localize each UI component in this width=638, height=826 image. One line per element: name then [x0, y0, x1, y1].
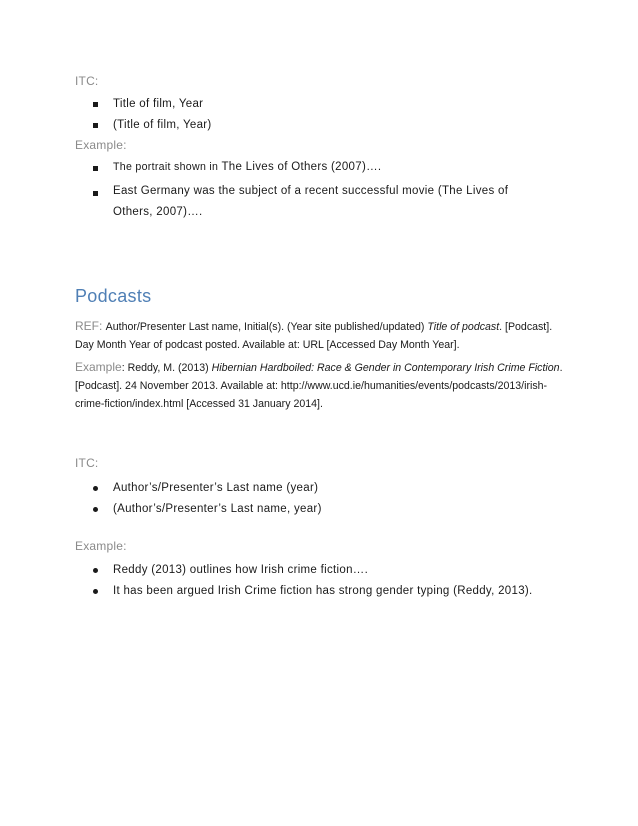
podcast-example-paragraph [75, 358, 565, 413]
ref-text-1: Author/Presenter Last name, Initial(s). (Year site published/updated) [105, 321, 428, 333]
example-podcast-bullet-1: Reddy (2013) outlines how Irish crime fiction…. [113, 564, 369, 576]
round-bullet-icon [93, 584, 98, 598]
square-bullet-icon [93, 186, 98, 200]
example-podcast-bullet-2: It has been argued Irish Crime fiction has strong gender typing (Reddy, 2013). [113, 585, 533, 597]
square-bullet-icon [93, 97, 98, 111]
itc-label: ITC: [75, 456, 99, 470]
example-film-bullet-1 [113, 160, 381, 174]
example-film-title: The Lives of Others [221, 161, 328, 173]
example-text-1: : Reddy, M. (2013) [121, 362, 212, 374]
itc-label: ITC: [75, 74, 99, 88]
example-text-2: . [Podcast]. 24 November 2013. Available at: http://www.ucd.ie/humanities/events/podcasts/2013/irish-crime-fiction/index.html [Accessed 31 January 2014]. [75, 362, 563, 410]
itc-podcast-bullet-2: (Author’s/Presenter’s Last name, year) [113, 503, 322, 515]
podcast-ref-paragraph [75, 317, 565, 354]
ref-label: REF: [75, 319, 106, 333]
example-film-text-pre: The portrait shown in [113, 161, 222, 173]
itc-film-bullet-2: (Title of film, Year) [113, 119, 212, 131]
example-label: Example: [75, 539, 127, 553]
ref-title: Title of podcast [427, 321, 500, 333]
example-film-text-post: (2007)…. [327, 161, 382, 173]
square-bullet-icon [93, 161, 98, 175]
square-bullet-icon [93, 118, 98, 132]
round-bullet-icon [93, 481, 98, 495]
itc-film-bullet-1: Title of film, Year [113, 98, 204, 110]
section-heading-podcasts: Podcasts [75, 286, 152, 306]
example-label: Example: [75, 138, 127, 152]
ref-text-2: . [Podcast]. Day Month Year of podcast posted. Available at: URL [Accessed Day Month Year]. [75, 321, 553, 351]
example-label: Example [75, 360, 122, 374]
example-title: Hibernian Hardboiled: Race & Gender in Contemporary Irish Crime Fiction [211, 362, 560, 374]
itc-podcast-bullet-1: Author’s/Presenter’s Last name (year) [113, 482, 319, 494]
example-film-bullet-2: East Germany was the subject of a recent successful movie (The Lives of Others, 2007)…. [113, 185, 509, 218]
round-bullet-icon [93, 563, 98, 577]
round-bullet-icon [93, 502, 98, 516]
